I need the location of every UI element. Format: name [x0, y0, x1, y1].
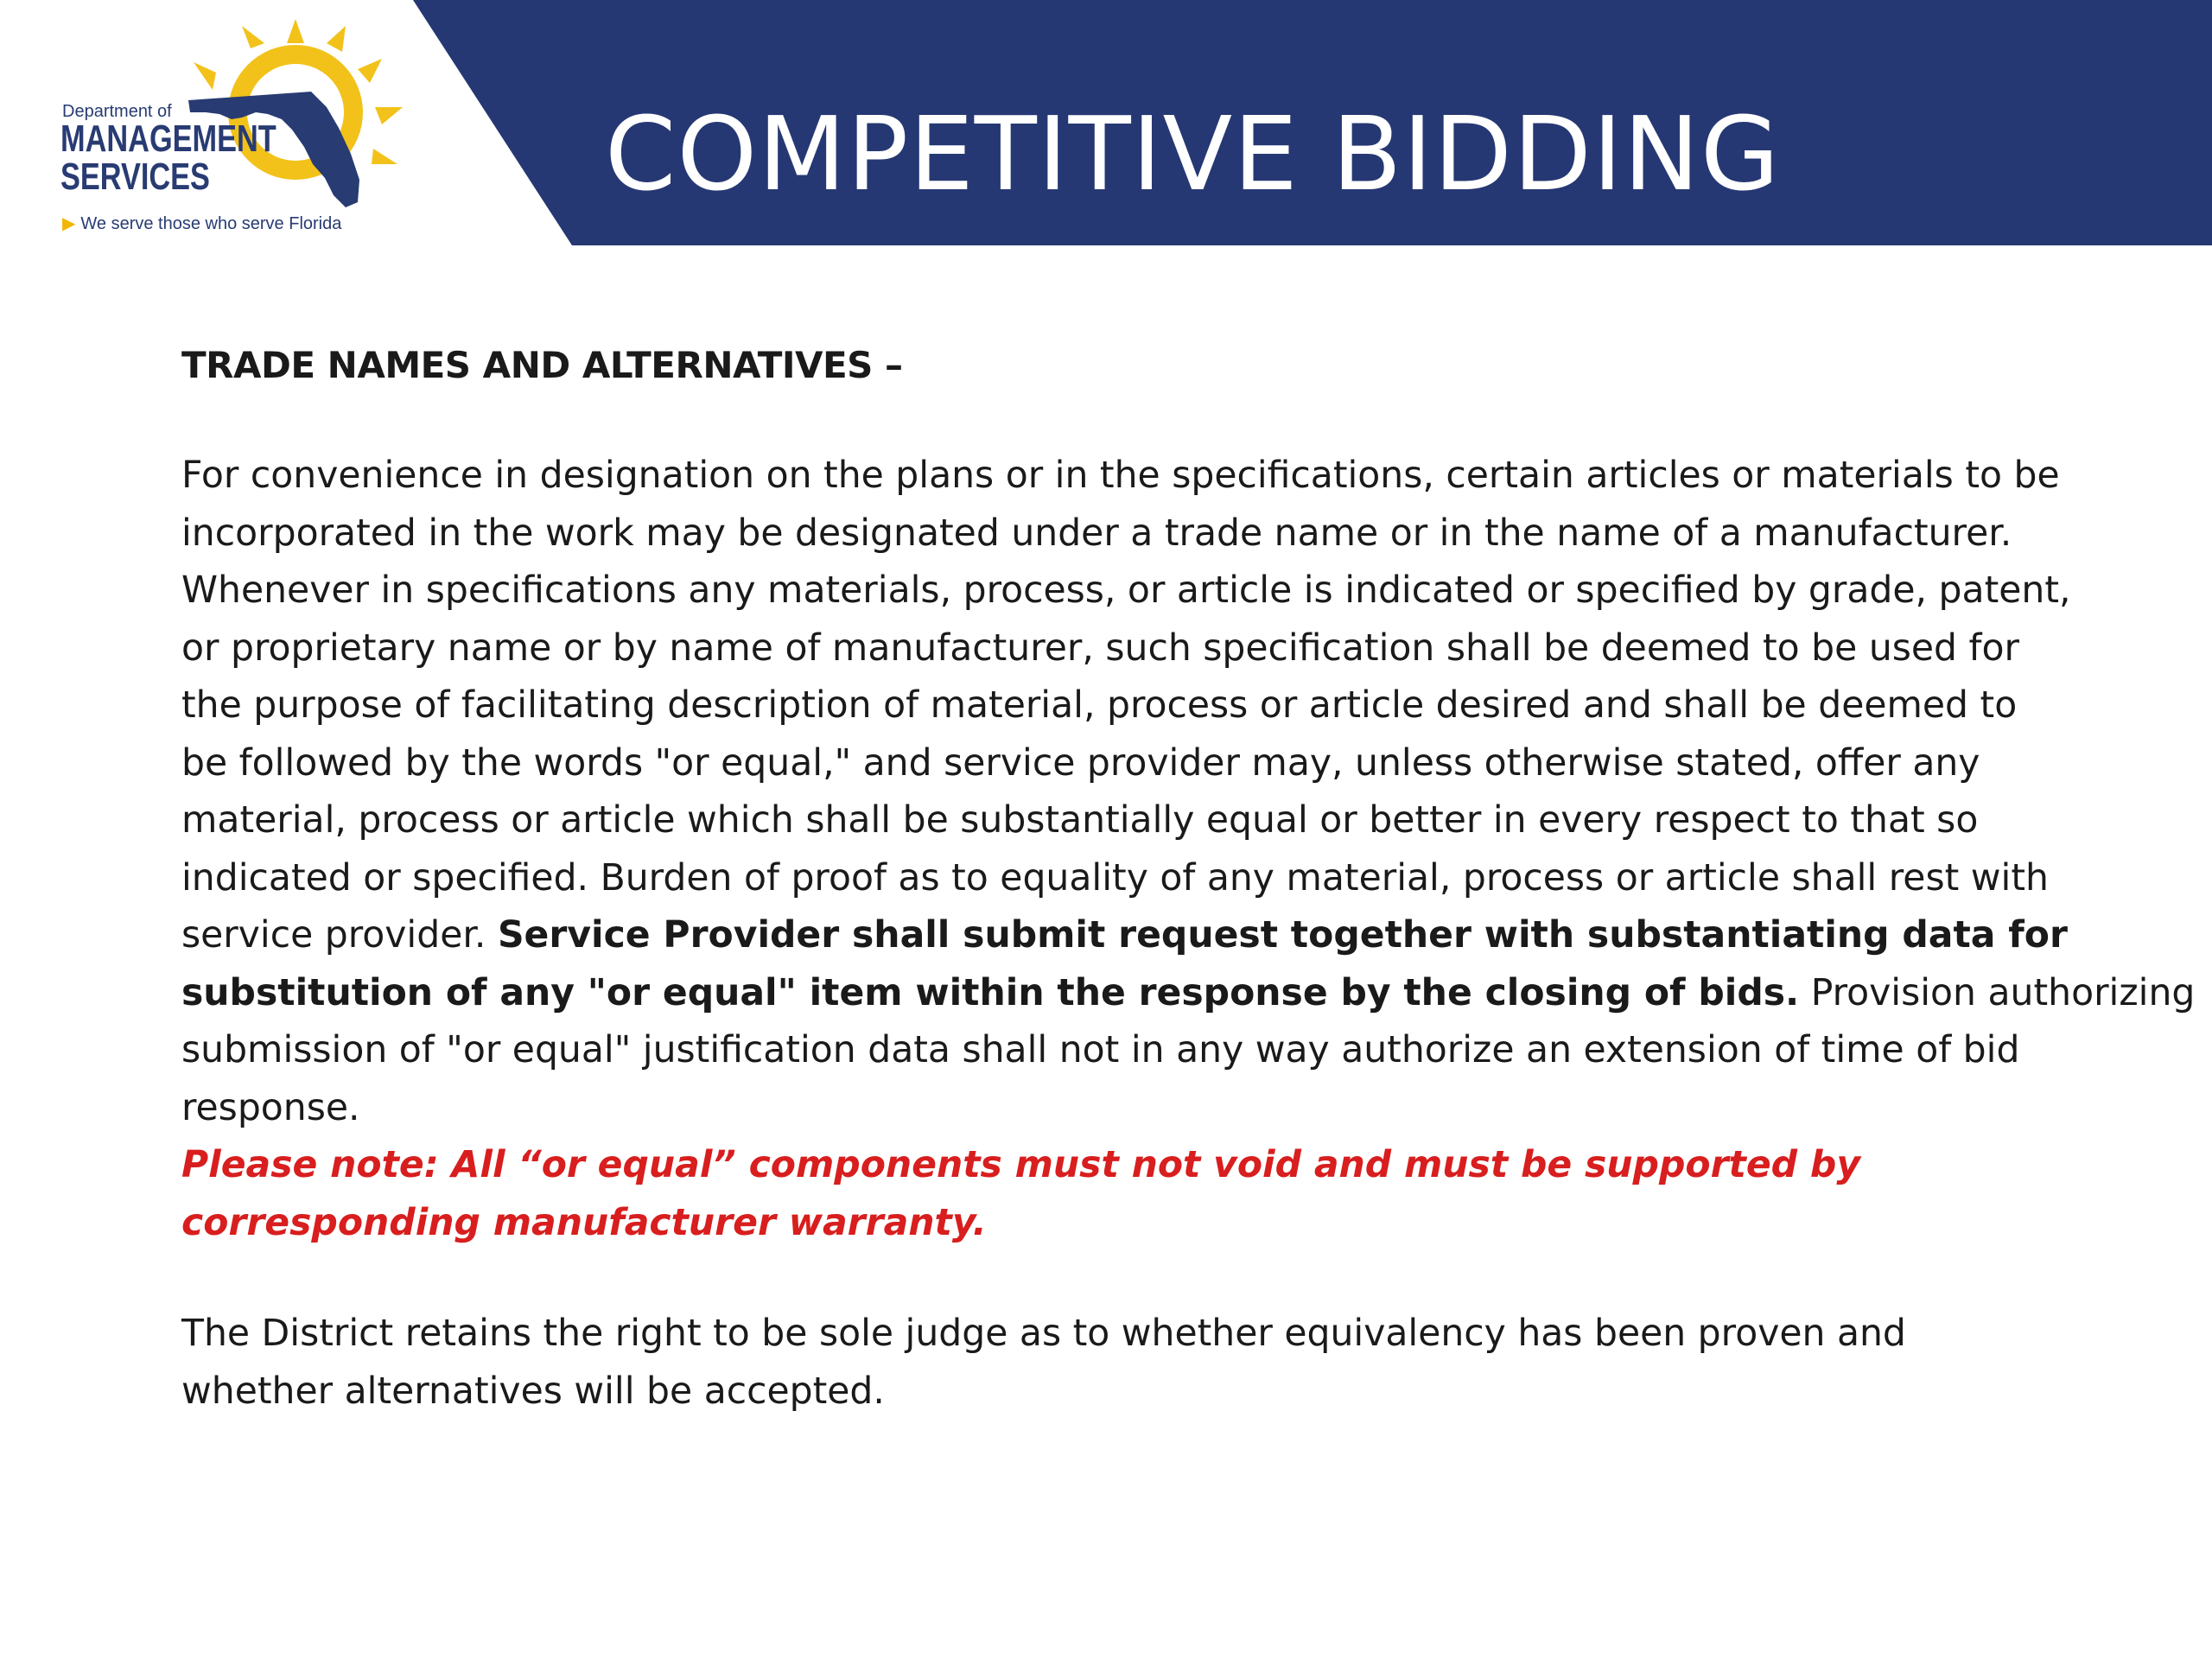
- logo-management-text: MANAGEMENT: [60, 118, 276, 160]
- document-body: [181, 337, 2196, 1421]
- logo-tagline-text: We serve those who serve Florida: [80, 214, 342, 233]
- warranty-note: [181, 1137, 2169, 1252]
- dms-logo: [52, 17, 432, 242]
- florida-sun-logo-icon: [181, 17, 467, 216]
- logo-services-text: SERVICES: [60, 156, 210, 198]
- paragraph-line: indicated or specified. Burden of proof as to equality of any material, process or article shall rest with: [181, 856, 2049, 899]
- logo-tagline: [62, 213, 341, 234]
- logo-dept-text: Department of: [62, 102, 172, 121]
- paragraph-line: material, process or article which shall be substantially equal or better in every respect to that so: [181, 799, 1979, 842]
- paragraph-line: Whenever in specifications any materials, process, or article is indicated or specified by grade, patent,: [181, 569, 2071, 612]
- paragraph-text: service provider.: [181, 914, 498, 957]
- paragraph-line: [181, 965, 2196, 1023]
- paragraph-line: For convenience in designation on the plans or in the specifications, certain articles or materials to be: [181, 454, 2060, 497]
- note-line: corresponding manufacturer warranty.: [181, 1201, 987, 1244]
- paragraph-bold-text: substitution of any "or equal" item within the response by the closing of bids.: [181, 971, 1800, 1014]
- paragraph-line: the purpose of facilitating description of material, process or article desired and shall be deemed to: [181, 684, 2018, 727]
- closing-line: The District retains the right to be sole judge as to whether equivalency has been proven and: [181, 1313, 1906, 1355]
- paragraph-bold-text: Service Provider shall submit request together with substantiating data for: [497, 914, 2068, 957]
- paragraph-line: [181, 907, 2169, 965]
- main-paragraph: [181, 448, 2196, 1137]
- note-line: Please note: All “or equal” components must not void and must be supported by: [181, 1144, 1861, 1186]
- closing-line: whether alternatives will be accepted.: [181, 1370, 885, 1413]
- play-triangle-icon: ▶: [62, 214, 76, 233]
- paragraph-line: be followed by the words "or equal," and service provider may, unless otherwise stated, offer any: [181, 741, 1980, 785]
- section-heading: TRADE NAMES AND ALTERNATIVES –: [181, 344, 903, 386]
- paragraph-line: or proprietary name or by name of manufacturer, such specification shall be deemed to be used for: [181, 626, 2019, 670]
- paragraph-line: incorporated in the work may be designated under a trade name or in the name of a manufacturer.: [181, 512, 2012, 555]
- closing-paragraph: [181, 1306, 2169, 1421]
- paragraph-line: response.: [181, 1086, 360, 1129]
- page-title: COMPETITIVE BIDDING: [605, 94, 1781, 213]
- paragraph-text: Provision authorizing: [1799, 971, 2196, 1014]
- paragraph-line: submission of "or equal" justification data shall not in any way authorize an extension of time of bid: [181, 1029, 2020, 1071]
